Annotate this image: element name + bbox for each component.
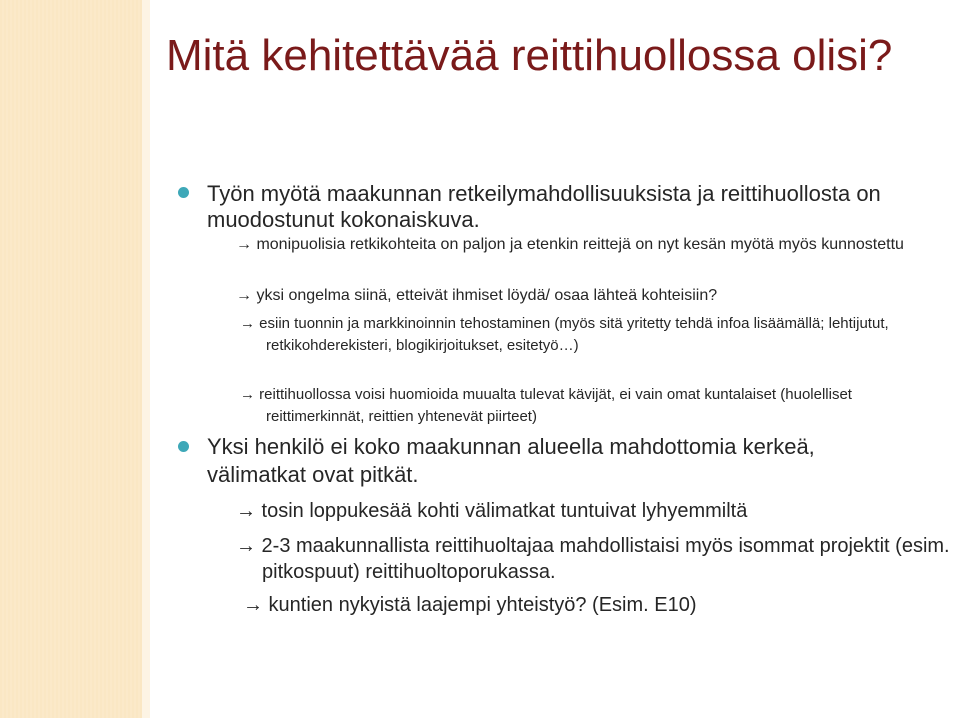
decorative-side-band (0, 0, 142, 718)
sub-item-4: → reittihuollossa voisi huomioida muualta tulevat kävijät, ei vain omat kuntalaiset (huolelliset reittimerkinnät, reittien yhtenevät piirteet) (240, 386, 852, 425)
sub-item-5: → tosin loppukesää kohti välimatkat tuntuivat lyhyemmiltä (236, 500, 748, 522)
bullet-text: Yksi henkilö ei koko maakunnan alueella mahdottomia kerkeä, välimatkat ovat pitkät. (207, 434, 815, 487)
bullet-dot-icon (178, 441, 189, 452)
sub-item-6: → 2-3 maakunnallista reittihuoltajaa mahdollistaisi myös isommat projektit (esim. pitkospuut) reittihuoltoporukassa. (236, 535, 950, 583)
bullet-text: Työn myötä maakunnan retkeilymahdollisuuksista ja reittihuollosta on muodostunut kokonaiskuva. (207, 181, 881, 232)
decorative-side-line (142, 0, 150, 718)
bullet-dot-icon (178, 187, 189, 198)
sub-item-2: → yksi ongelma siinä, etteivät ihmiset löydä/ osaa lähteä kohteisiin? (236, 287, 718, 304)
sub-item-7: → kuntien nykyistä laajempi yhteistyö? (Esim. E10) (243, 594, 697, 616)
sub-item-3: → esiin tuonnin ja markkinoinnin tehostaminen (myös sitä yritetty tehdä infoa lisäämällä; lehtijutut, retkikohderekisteri, blogikirjoitukset, esitetyö…) (240, 315, 889, 354)
bullet-item-2 (207, 433, 897, 489)
slide-title: Mitä kehitettävää reittihuollossa olisi? (166, 31, 893, 80)
sub-item-1: → monipuolisia retkikohteita on paljon ja etenkin reittejä on nyt kesän myötä myös kunnostettu (236, 236, 904, 253)
bullet-item-1 (207, 181, 907, 233)
